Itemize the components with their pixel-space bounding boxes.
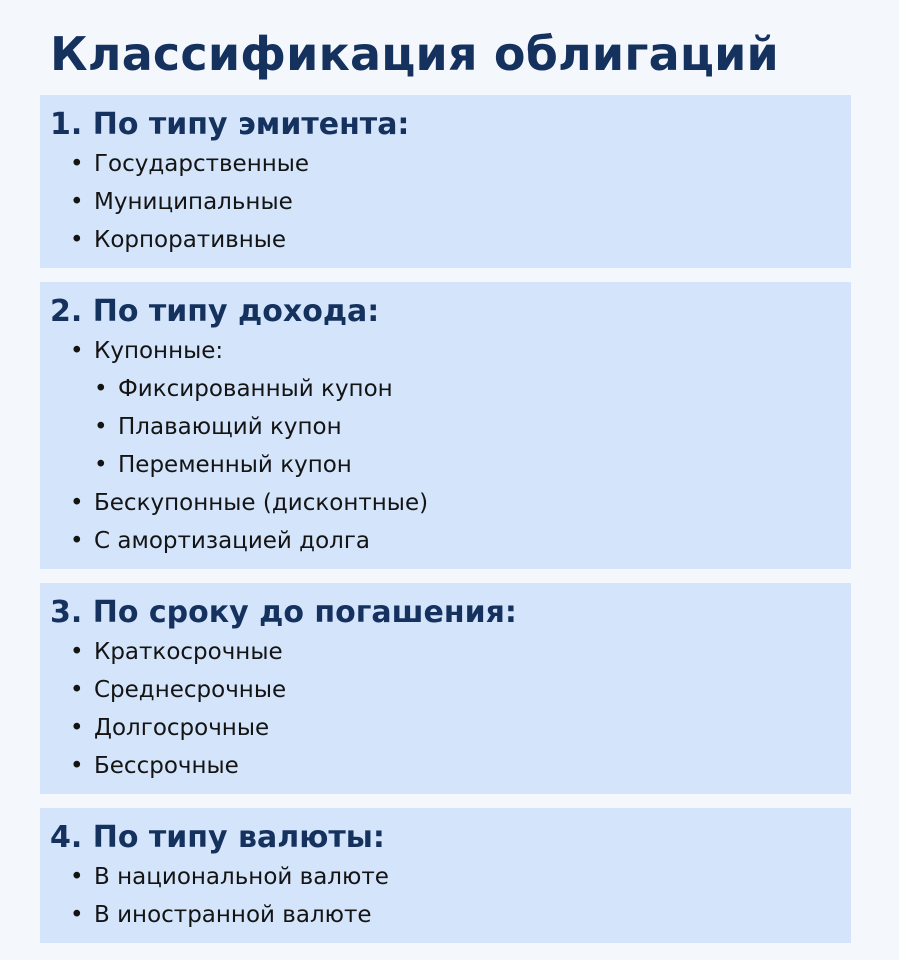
sub-list-item bbox=[70, 370, 428, 408]
section-list bbox=[70, 858, 389, 934]
section-list bbox=[70, 633, 286, 785]
bullet-icon: • bbox=[70, 528, 84, 554]
bullet-icon: • bbox=[70, 639, 84, 665]
bullet-icon: • bbox=[70, 151, 84, 177]
section-issuer-type bbox=[40, 95, 851, 268]
list-item bbox=[70, 183, 309, 221]
list-item bbox=[70, 484, 428, 522]
bullet-icon: • bbox=[70, 902, 84, 928]
list-item-label: С амортизацией долга bbox=[94, 528, 371, 554]
page-title: Классификация облигаций bbox=[50, 27, 779, 81]
list-item-label: В национальной валюте bbox=[94, 864, 389, 890]
list-item-label: Краткосрочные bbox=[94, 639, 283, 665]
section-income-type bbox=[40, 282, 851, 569]
list-item bbox=[70, 145, 309, 183]
list-item-label: Корпоративные bbox=[94, 227, 287, 253]
list-item-label: Долгосрочные bbox=[94, 715, 270, 741]
bullet-icon: • bbox=[94, 452, 108, 478]
list-item bbox=[70, 332, 428, 370]
bullet-icon: • bbox=[94, 414, 108, 440]
section-heading: 3. По сроку до погашения: bbox=[50, 595, 517, 630]
bullet-icon: • bbox=[70, 490, 84, 516]
section-heading: 1. По типу эмитента: bbox=[50, 107, 410, 142]
list-item-label: Плавающий купон bbox=[118, 414, 342, 440]
list-item bbox=[70, 709, 286, 747]
section-heading: 2. По типу дохода: bbox=[50, 294, 380, 329]
bullet-icon: • bbox=[70, 227, 84, 253]
list-item-label: Фиксированный купон bbox=[118, 376, 393, 402]
list-item bbox=[70, 671, 286, 709]
list-item bbox=[70, 896, 389, 934]
list-item bbox=[70, 858, 389, 896]
bullet-icon: • bbox=[70, 189, 84, 215]
list-item bbox=[70, 747, 286, 785]
list-item-label: Муниципальные bbox=[94, 189, 293, 215]
list-item-label: Переменный купон bbox=[118, 452, 352, 478]
section-maturity bbox=[40, 583, 851, 794]
bullet-icon: • bbox=[70, 715, 84, 741]
list-item-label: В иностранной валюте bbox=[94, 902, 372, 928]
bullet-icon: • bbox=[94, 376, 108, 402]
list-item bbox=[70, 221, 309, 259]
list-item-label: Купонные: bbox=[94, 338, 224, 364]
bullet-icon: • bbox=[70, 753, 84, 779]
section-list bbox=[70, 332, 428, 560]
list-item bbox=[70, 522, 428, 560]
sub-list-item bbox=[70, 446, 428, 484]
sub-list-item bbox=[70, 408, 428, 446]
section-currency bbox=[40, 808, 851, 943]
list-item-label: Государственные bbox=[94, 151, 310, 177]
bullet-icon: • bbox=[70, 338, 84, 364]
list-item-label: Среднесрочные bbox=[94, 677, 287, 703]
list-item-label: Бескупонные (дисконтные) bbox=[94, 490, 429, 516]
bullet-icon: • bbox=[70, 677, 84, 703]
section-heading: 4. По типу валюты: bbox=[50, 820, 385, 855]
list-item bbox=[70, 633, 286, 671]
list-item-label: Бессрочные bbox=[94, 753, 239, 779]
section-list bbox=[70, 145, 309, 259]
bullet-icon: • bbox=[70, 864, 84, 890]
